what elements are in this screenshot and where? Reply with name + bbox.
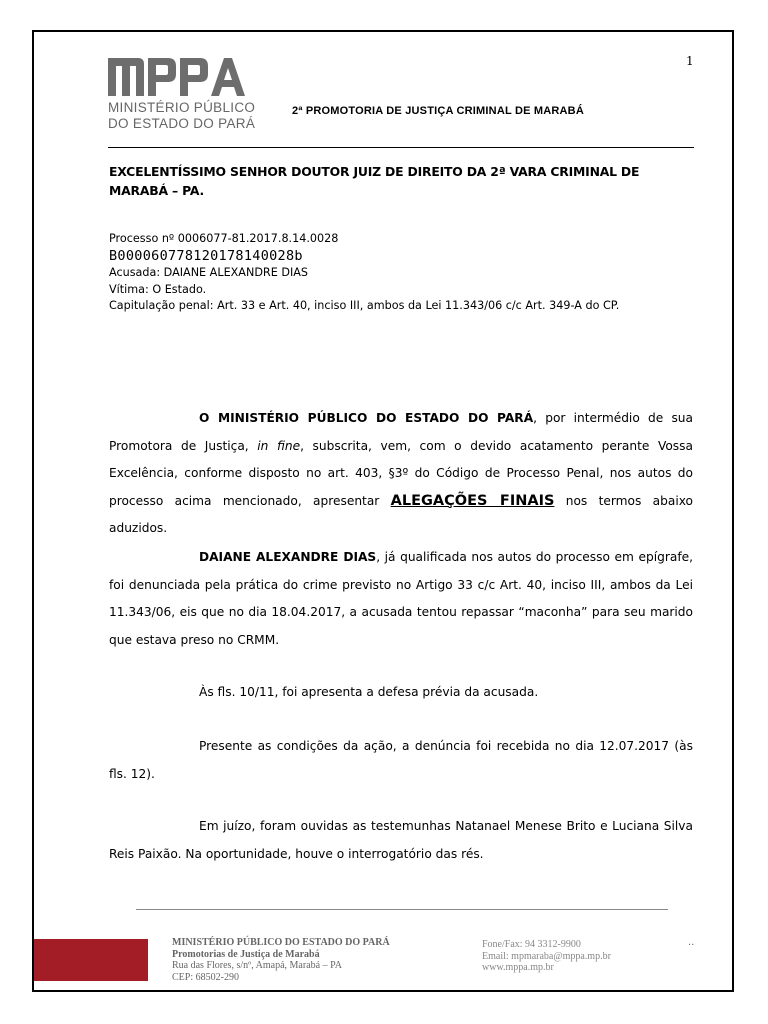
footer-email[interactable]: Email: mpmaraba@mppa.mp.br <box>482 950 611 962</box>
mppa-logo-mark <box>108 56 246 98</box>
intro-text-a: , por intermédio de sua Promotora de Justiça, <box>109 411 694 453</box>
footer-address-block <box>172 937 390 983</box>
processo-number: Processo nº 0006077-81.2017.8.14.0028 <box>109 232 339 245</box>
footer-address: Rua das Flores, s/nº, Amapá, Marabá – PA <box>172 960 342 971</box>
footer-unit: Promotorias de Justiça de Marabá <box>172 948 320 960</box>
addressee-heading: EXCELENTÍSSIMO SENHOR DOUTOR JUIZ DE DIREITO DA 2ª VARA CRIMINAL DE MARABÁ – PA. <box>109 164 640 198</box>
intro-text-c: nos termos abaixo aduzidos. <box>109 493 693 535</box>
accused-bold: DAIANE ALEXANDRE DIAS <box>199 550 377 564</box>
paragraph-accused <box>109 544 693 654</box>
barcode-text: B00006077812017814002​8b <box>109 247 303 264</box>
footer-contact-block <box>482 939 611 974</box>
accused-text: , já qualificada nos autos do processo em epígrafe, foi denunciada pela prática do crime previsto no Artigo 33 c/c Art. 40, inciso III, ambos da Lei 11.343/06, eis que no dia 18.04.2017, a acusada tentou repassar “maconha” para seu marido que estava preso no CRMM. <box>109 550 693 647</box>
alegacoes-finais-emphasis: ALEGAÇÕES FINAIS <box>390 492 555 509</box>
mppa-logo <box>108 56 256 132</box>
footer-dots: .. <box>688 937 695 948</box>
defesa-text: Às fls. 10/11, foi apresenta a defesa prévia da acusada. <box>199 685 539 699</box>
footer-org: MINISTÉRIO PÚBLICO DO ESTADO DO PARÁ <box>172 937 390 948</box>
paragraph-denuncia <box>109 733 693 788</box>
footer-phone: Fone/Fax: 94 3312-9900 <box>482 939 581 950</box>
logo-line-2: DO ESTADO DO PARÁ <box>108 116 256 131</box>
testemunhas-text: Em juízo, foram ouvidas as testemunhas Natanael Menese Brito e Luciana Silva Reis Paixão. Na oportunidade, houve o interrogatório das rés. <box>109 819 693 861</box>
vitima-line: Vítima: O Estado. <box>109 282 207 296</box>
paragraph-intro <box>109 405 693 543</box>
acusada-line: Acusada: DAIANE ALEXANDRE DIAS <box>109 265 309 279</box>
promotoria-title: 2ª PROMOTORIA DE JUSTIÇA CRIMINAL DE MARABÁ <box>292 105 584 117</box>
footer-cep: CEP: 68502-290 <box>172 971 239 983</box>
case-info <box>109 231 619 315</box>
intro-bold: O MINISTÉRIO PÚBLICO DO ESTADO DO PARÁ <box>199 411 534 425</box>
footer-color-block <box>34 939 148 981</box>
header-divider <box>108 147 694 148</box>
intro-text-b: , subscrita, vem, com o devido acatamento perante Vossa Excelência, conforme disposto no art. 403, §3º do Código de Processo Penal, nos autos do processo acima mencionado, apresentar <box>109 438 693 508</box>
intro-italic: in fine <box>257 438 301 453</box>
paragraph-testemunhas <box>109 813 693 868</box>
denuncia-text: Presente as condições da ação, a denúncia foi recebida no dia 12.07.2017 (às fls. 12). <box>109 739 693 781</box>
capitulacao-line: Capitulação penal: Art. 33 e Art. 40, inciso III, ambos da Lei 11.343/06 c/c Art. 349-A do CP. <box>109 299 620 313</box>
footer-divider <box>136 909 668 910</box>
logo-line-1: MINISTÉRIO PÚBLICO <box>108 100 256 115</box>
page-number: 1 <box>686 54 694 68</box>
footer-website[interactable]: www.mppa.mp.br <box>482 962 554 973</box>
paragraph-defesa <box>109 679 693 707</box>
